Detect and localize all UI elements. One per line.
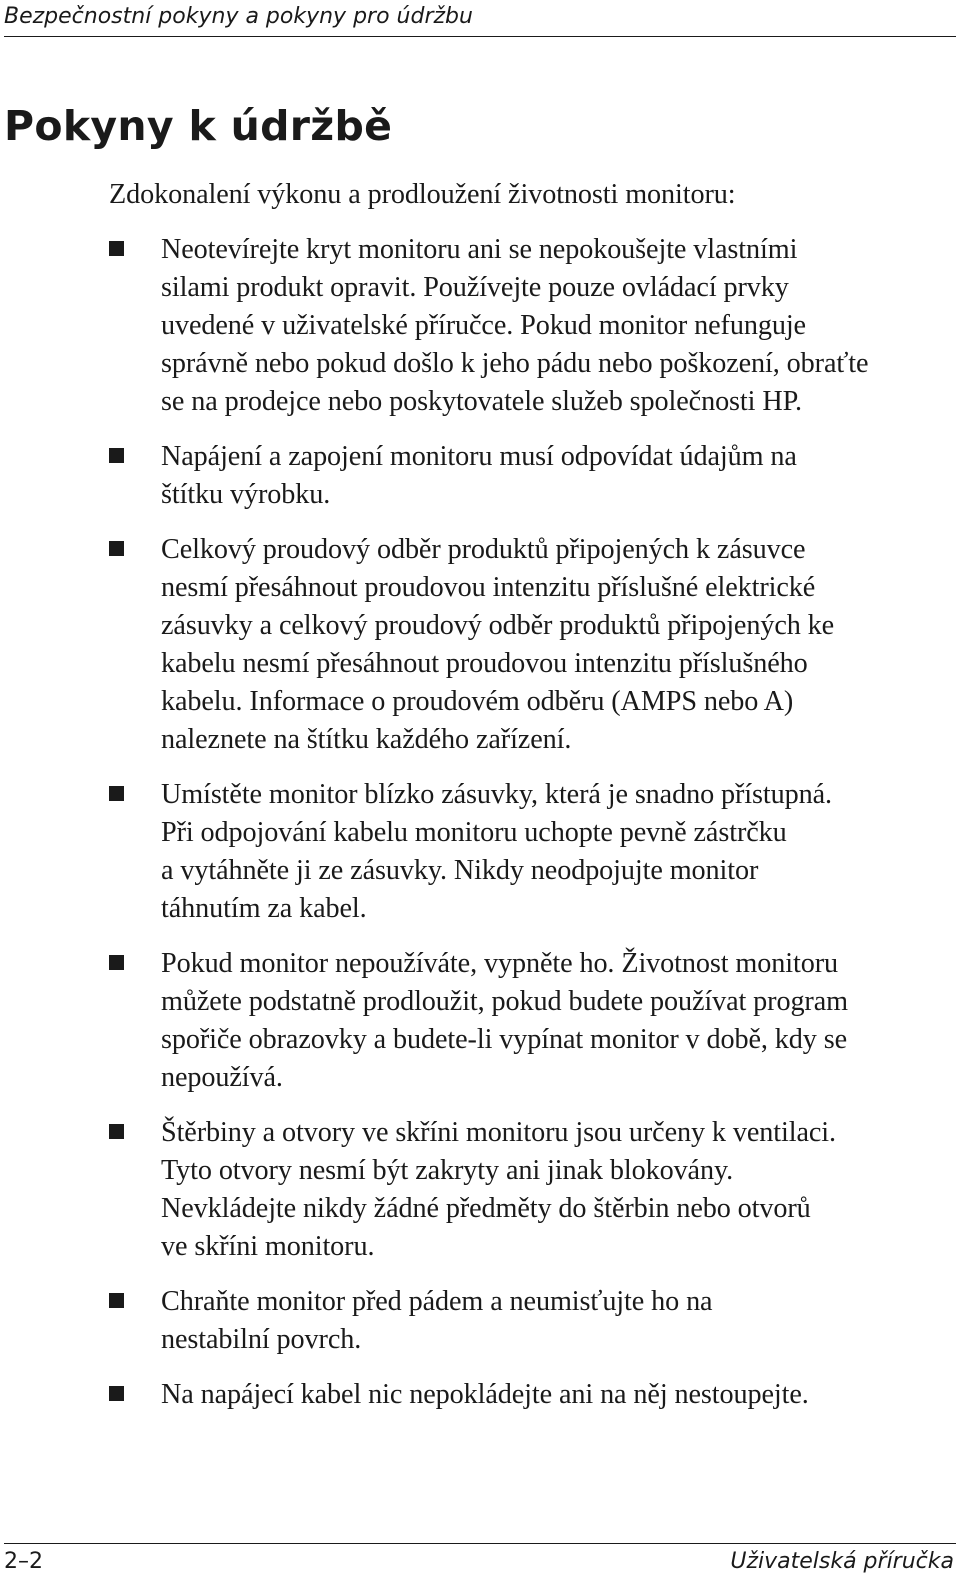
bullet-line: Pokud monitor nepoužíváte, vypněte ho. Životnost monitoru <box>161 948 838 979</box>
square-bullet-icon <box>109 541 124 556</box>
bullet-line: a vytáhněte ji ze zásuvky. Nikdy neodpojujte monitor <box>161 855 759 886</box>
footer-document-title: Uživatelská příručka <box>730 1549 954 1574</box>
intro-text: Zdokonalení výkonu a prodloužení životnosti monitoru: <box>109 179 736 210</box>
bullet-line: Neotevírejte kryt monitoru ani se nepokoušejte vlastními <box>161 234 798 265</box>
bullet-line: Chraňte monitor před pádem a neumisťujte ho na <box>161 1286 713 1317</box>
bullet-line: naleznete na štítku každého zařízení. <box>161 724 572 755</box>
bullet-line: Štěrbiny a otvory ve skříni monitoru jsou určeny k ventilaci. <box>161 1117 836 1148</box>
bullet-item <box>109 438 954 514</box>
square-bullet-icon <box>109 448 124 463</box>
bullet-line: nestabilní povrch. <box>161 1324 362 1355</box>
main-content <box>109 176 954 1414</box>
bullet-line: Napájení a zapojení monitoru musí odpovídat údajům na <box>161 441 797 472</box>
bullet-line: Na napájecí kabel nic nepokládejte ani na něj nestoupejte. <box>161 1379 809 1410</box>
bullet-item <box>109 945 954 1097</box>
bullet-line: táhnutím za kabel. <box>161 893 367 924</box>
bullet-line: silami produkt opravit. Používejte pouze ovládací prvky <box>161 272 789 303</box>
bullet-item <box>109 231 954 421</box>
bullet-line: štítku výrobku. <box>161 479 331 510</box>
square-bullet-icon <box>109 1293 124 1308</box>
bullet-item <box>109 776 954 928</box>
bullet-line: nesmí přesáhnout proudovou intenzitu příslušné elektrické <box>161 572 816 603</box>
square-bullet-icon <box>109 955 124 970</box>
bullet-line: Nevkládejte nikdy žádné předměty do štěrbin nebo otvorů <box>161 1193 811 1224</box>
bullet-line: ve skříni monitoru. <box>161 1231 375 1262</box>
footer-rule <box>4 1543 956 1544</box>
bullet-line: spořiče obrazovky a budete-li vypínat monitor v době, kdy se <box>161 1024 847 1055</box>
header-rule <box>4 36 956 37</box>
square-bullet-icon <box>109 786 124 801</box>
square-bullet-icon <box>109 241 124 256</box>
bullet-line: se na prodejce nebo poskytovatele služeb společnosti HP. <box>161 386 802 417</box>
page-number: 2–2 <box>4 1549 43 1574</box>
bullet-line: kabelu. Informace o proudovém odběru (AMPS nebo A) <box>161 686 794 717</box>
bullet-item <box>109 531 954 759</box>
bullet-list <box>109 231 954 1414</box>
square-bullet-icon <box>109 1386 124 1401</box>
bullet-item <box>109 1376 954 1414</box>
bullet-line: kabelu nesmí přesáhnout proudovou intenzitu příslušného <box>161 648 808 679</box>
running-header: Bezpečnostní pokyny a pokyny pro údržbu <box>4 4 473 29</box>
page-title: Pokyny k údržbě <box>4 102 393 150</box>
bullet-item <box>109 1283 954 1359</box>
bullet-line: Při odpojování kabelu monitoru uchopte pevně zástrčku <box>161 817 787 848</box>
bullet-line: nepoužívá. <box>161 1062 283 1093</box>
bullet-line: Umístěte monitor blízko zásuvky, která je snadno přístupná. <box>161 779 832 810</box>
bullet-line: zásuvky a celkový proudový odběr produktů připojených ke <box>161 610 835 641</box>
bullet-line: Tyto otvory nesmí být zakryty ani jinak blokovány. <box>161 1155 734 1186</box>
bullet-line: uvedené v uživatelské příručce. Pokud monitor nefunguje <box>161 310 806 341</box>
square-bullet-icon <box>109 1124 124 1139</box>
bullet-line: správně nebo pokud došlo k jeho pádu nebo poškození, obraťte <box>161 348 869 379</box>
bullet-line: můžete podstatně prodloužit, pokud budete používat program <box>161 986 848 1017</box>
bullet-line: Celkový proudový odběr produktů připojených k zásuvce <box>161 534 806 565</box>
bullet-item <box>109 1114 954 1266</box>
